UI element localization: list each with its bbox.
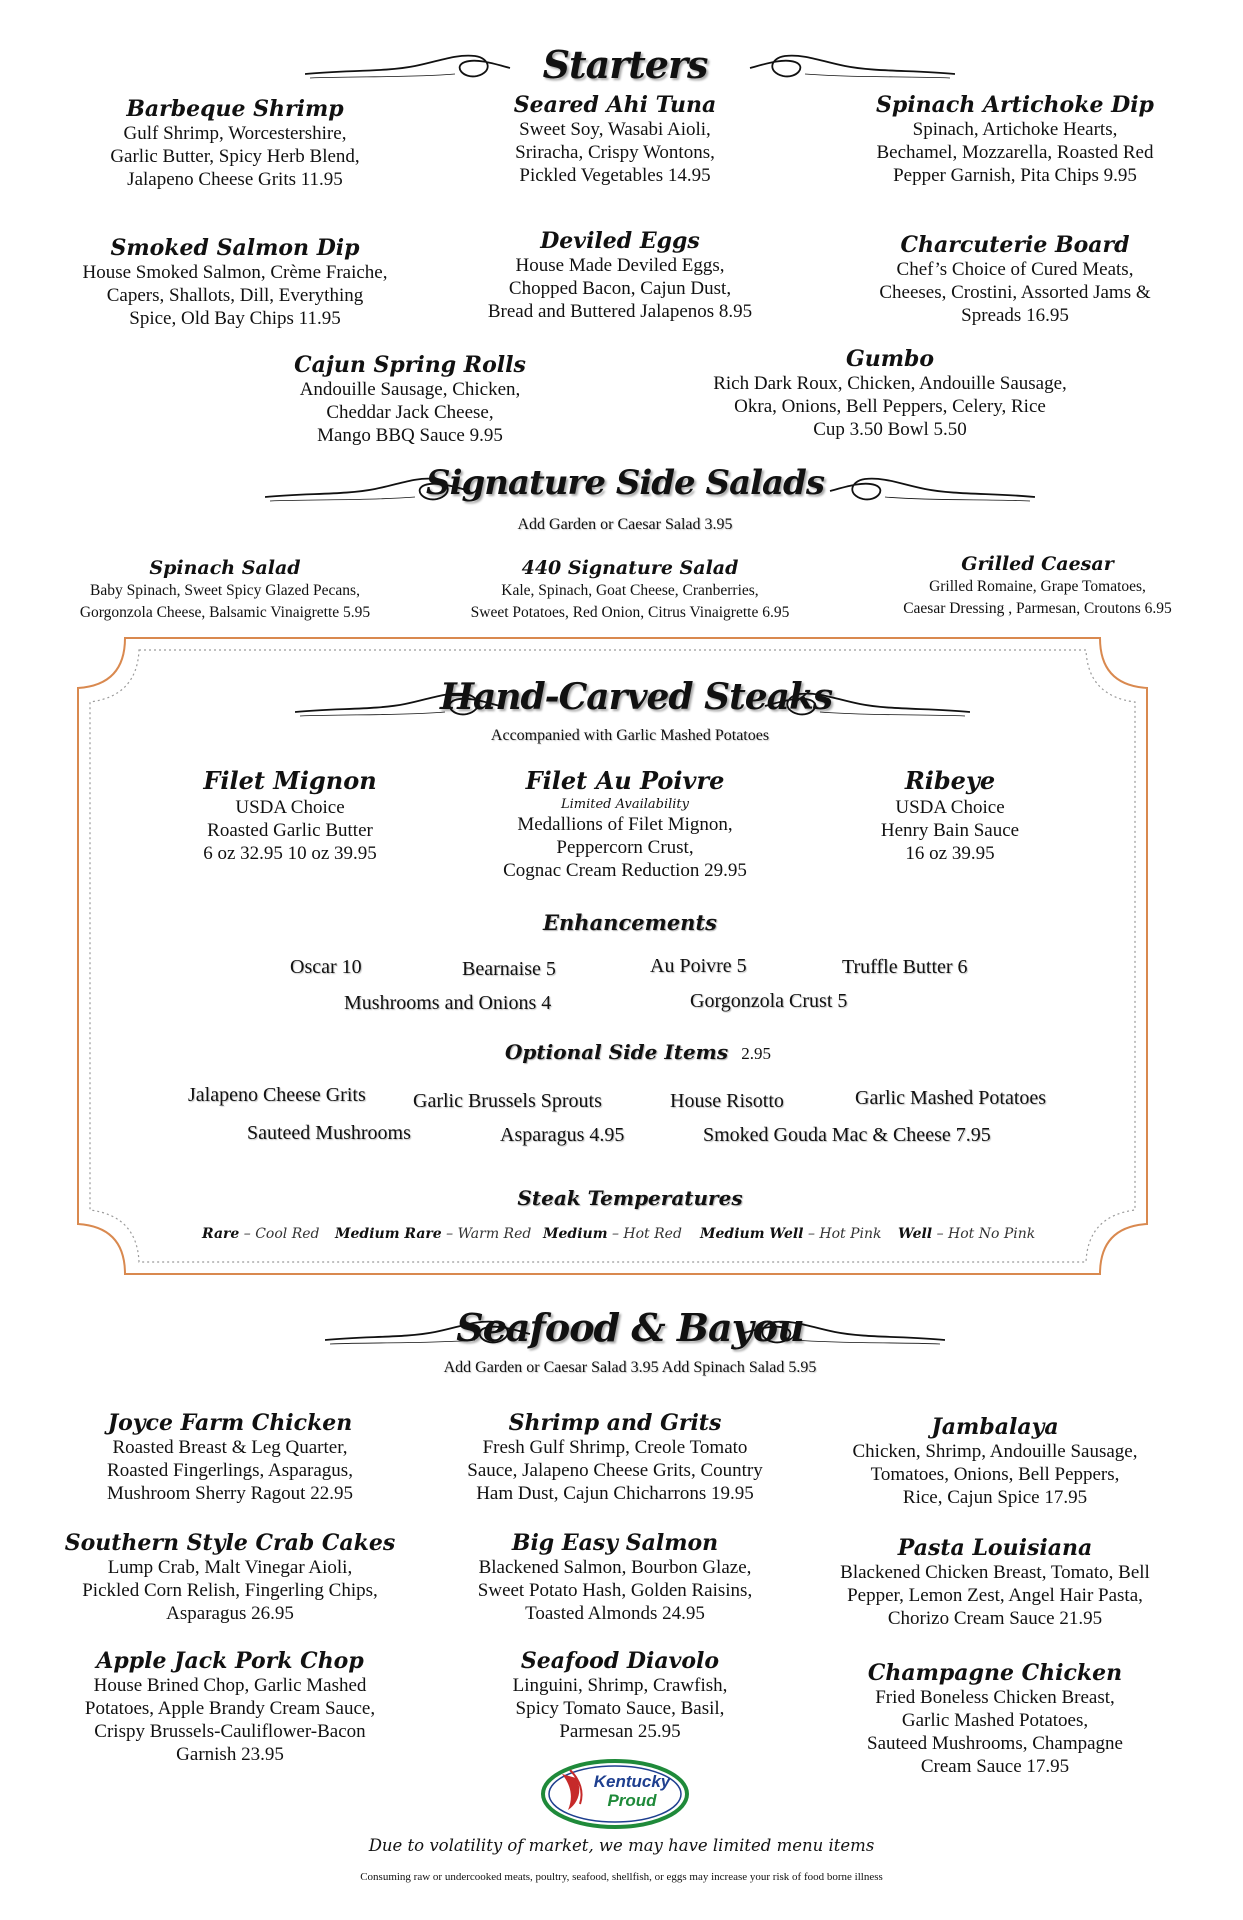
salads-title: Signature Side Salads (426, 463, 824, 503)
kentucky-proud-logo (540, 1758, 690, 1830)
menu-item-440-signature-salad: 440 Signature Salad Kale, Spinach, Goat Cheese, Cranberries, Sweet Potatoes, Red Onion, Citrus Vinaigrette 6.95 (470, 557, 790, 621)
menu-item-seared-ahi-tuna: Seared Ahi Tuna Sweet Soy, Wasabi Aioli, Sriracha, Crispy Wontons, Pickled Vegetables 14.95 (513, 92, 717, 186)
enhancement-item: Mushrooms and Onions 4 (344, 992, 552, 1014)
menu-item-shrimp-and-grits: Shrimp and Grits Fresh Gulf Shrimp, Creole Tomato Sauce, Jalapeno Cheese Grits, Country Ham Dust, Cajun Chicharrons 19.95 (467, 1410, 763, 1504)
temp-well: Well – Hot No Pink (898, 1226, 1036, 1242)
logo-text: Kentucky Proud (593, 1772, 671, 1810)
optional-sides-heading (505, 1040, 771, 1064)
flourish-right-icon (825, 475, 1035, 507)
enhancement-item: Oscar 10 (290, 956, 362, 978)
seafood-title: Seafood & Bayou (456, 1305, 804, 1350)
side-item: Sauteed Mushrooms (247, 1122, 411, 1144)
side-item: Asparagus 4.95 (500, 1124, 625, 1146)
limited-availability-note: Limited Availability (560, 797, 690, 812)
market-note: Due to volatility of market, we may have limited menu items (368, 1836, 875, 1855)
optional-sides-price: 2.95 (741, 1044, 771, 1063)
side-item: Garlic Brussels Sprouts (413, 1090, 602, 1112)
menu-item-big-easy-salmon: Big Easy Salmon Blackened Salmon, Bourbon Glaze, Sweet Potato Hash, Golden Raisins, Toasted Almonds 24.95 (477, 1530, 753, 1624)
temp-medium-well: Medium Well – Hot Pink (700, 1226, 882, 1242)
enhancement-item: Truffle Butter 6 (842, 956, 968, 978)
menu-item-joyce-farm-chicken: Joyce Farm Chicken Roasted Breast & Leg Quarter, Roasted Fingerlings, Asparagus, Mushroom Sherry Ragout 22.95 (107, 1410, 353, 1504)
seafood-subtitle: Add Garden or Caesar Salad 3.95 Add Spinach Salad 5.95 (443, 1359, 817, 1376)
menu-item-grilled-caesar: Grilled Caesar Grilled Romaine, Grape Tomatoes, Caesar Dressing , Parmesan, Croutons 6.95 (903, 553, 1172, 617)
menu-item-cajun-spring-rolls: Cajun Spring Rolls Andouille Sausage, Chicken, Cheddar Jack Cheese, Mango BBQ Sauce 9.95 (294, 352, 526, 446)
temp-medium-rare: Medium Rare – Warm Red (335, 1226, 532, 1242)
menu-item-deviled-eggs: Deviled Eggs House Made Deviled Eggs, Chopped Bacon, Cajun Dust, Bread and Buttered Jalapenos 8.95 (487, 228, 753, 322)
enhancement-item: Au Poivre 5 (650, 955, 747, 977)
side-item: Garlic Mashed Potatoes (855, 1087, 1047, 1109)
side-item: House Risotto (670, 1090, 784, 1112)
menu-item-filet-mignon: Filet Mignon USDA Choice Roasted Garlic Butter 6 oz 32.95 10 oz 39.95 (203, 766, 377, 864)
menu-item-spinach-artichoke-dip: Spinach Artichoke Dip Spinach, Artichoke Hearts, Bechamel, Mozzarella, Roasted Red Pepper Garnish, Pita Chips 9.95 (876, 92, 1154, 186)
side-item: Smoked Gouda Mac & Cheese 7.95 (703, 1124, 991, 1146)
enhancement-item: Gorgonzola Crust 5 (690, 990, 848, 1012)
menu-item-champagne-chicken: Champagne Chicken Fried Boneless Chicken Breast, Garlic Mashed Potatoes, Sauteed Mushrooms, Champagne Cream Sauce 17.95 (867, 1660, 1123, 1777)
health-warning: Consuming raw or undercooked meats, poultry, seafood, shellfish, or eggs may increase your risk of food borne illness (360, 1871, 883, 1883)
menu-item-charcuterie-board: Charcuterie Board Chef’s Choice of Cured Meats, Cheeses, Crostini, Assorted Jams & Spreads 16.95 (879, 232, 1151, 326)
steak-temps-title: Steak Temperatures (517, 1186, 743, 1210)
steaks-title: Hand-Carved Steaks (440, 676, 833, 718)
menu-item-barbeque-shrimp: Barbeque Shrimp Gulf Shrimp, Worcestershire, Garlic Butter, Spicy Herb Blend, Jalapeno Cheese Grits 11.95 (110, 96, 360, 190)
enhancements-title: Enhancements (543, 910, 717, 935)
menu-item-seafood-diavolo: Seafood Diavolo Linguini, Shrimp, Crawfish, Spicy Tomato Sauce, Basil, Parmesan 25.95 (512, 1648, 728, 1742)
steaks-subtitle: Accompanied with Garlic Mashed Potatoes (490, 727, 770, 744)
menu-item-apple-jack-pork-chop: Apple Jack Pork Chop House Brined Chop, Garlic Mashed Potatoes, Apple Brandy Cream Sauce, Crispy Brussels-Cauliflower-Bacon Garnish 23.95 (84, 1648, 376, 1765)
salads-subtitle: Add Garden or Caesar Salad 3.95 (517, 516, 733, 533)
menu-item-filet-au-poivre: Filet Au Poivre Limited Availability Medallions of Filet Mignon, Peppercorn Crust, Cognac Cream Reduction 29.95 (455, 766, 795, 882)
menu-item-jambalaya: Jambalaya Chicken, Shrimp, Andouille Sausage, Tomatoes, Onions, Bell Peppers, Rice, Cajun Spice 17.95 (852, 1414, 1138, 1508)
optional-sides-title: Optional Side Items (505, 1040, 729, 1064)
menu-item-spinach-salad: Spinach Salad Baby Spinach, Sweet Spicy Glazed Pecans, Gorgonzola Cheese, Balsamic Vinaigrette 5.95 (79, 557, 371, 621)
temp-medium: Medium – Hot Red (543, 1226, 682, 1242)
menu-item-ribeye: Ribeye USDA Choice Henry Bain Sauce 16 oz 39.95 (880, 766, 1020, 864)
menu-item-southern-style-crab-cakes: Southern Style Crab Cakes Lump Crab, Malt Vinegar Aioli, Pickled Corn Relish, Fingerling Chips, Asparagus 26.95 (64, 1530, 396, 1624)
menu-item-gumbo: Gumbo Rich Dark Roux, Chicken, Andouille Sausage, Okra, Onions, Bell Peppers, Celery, Rice Cup 3.50 Bowl 5.50 (713, 346, 1067, 440)
menu-item-smoked-salmon-dip: Smoked Salmon Dip House Smoked Salmon, Crème Fraiche, Capers, Shallots, Dill, Everything Spice, Old Bay Chips 11.95 (82, 235, 388, 329)
temp-rare: Rare – Cool Red (202, 1226, 320, 1242)
enhancement-item: Bearnaise 5 (462, 958, 556, 980)
starters-title: Starters (542, 42, 708, 87)
side-item: Jalapeno Cheese Grits (188, 1084, 366, 1106)
menu-item-pasta-louisiana: Pasta Louisiana Blackened Chicken Breast, Tomato, Bell Pepper, Lemon Zest, Angel Hair Pasta, Chorizo Cream Sauce 21.95 (840, 1535, 1150, 1629)
